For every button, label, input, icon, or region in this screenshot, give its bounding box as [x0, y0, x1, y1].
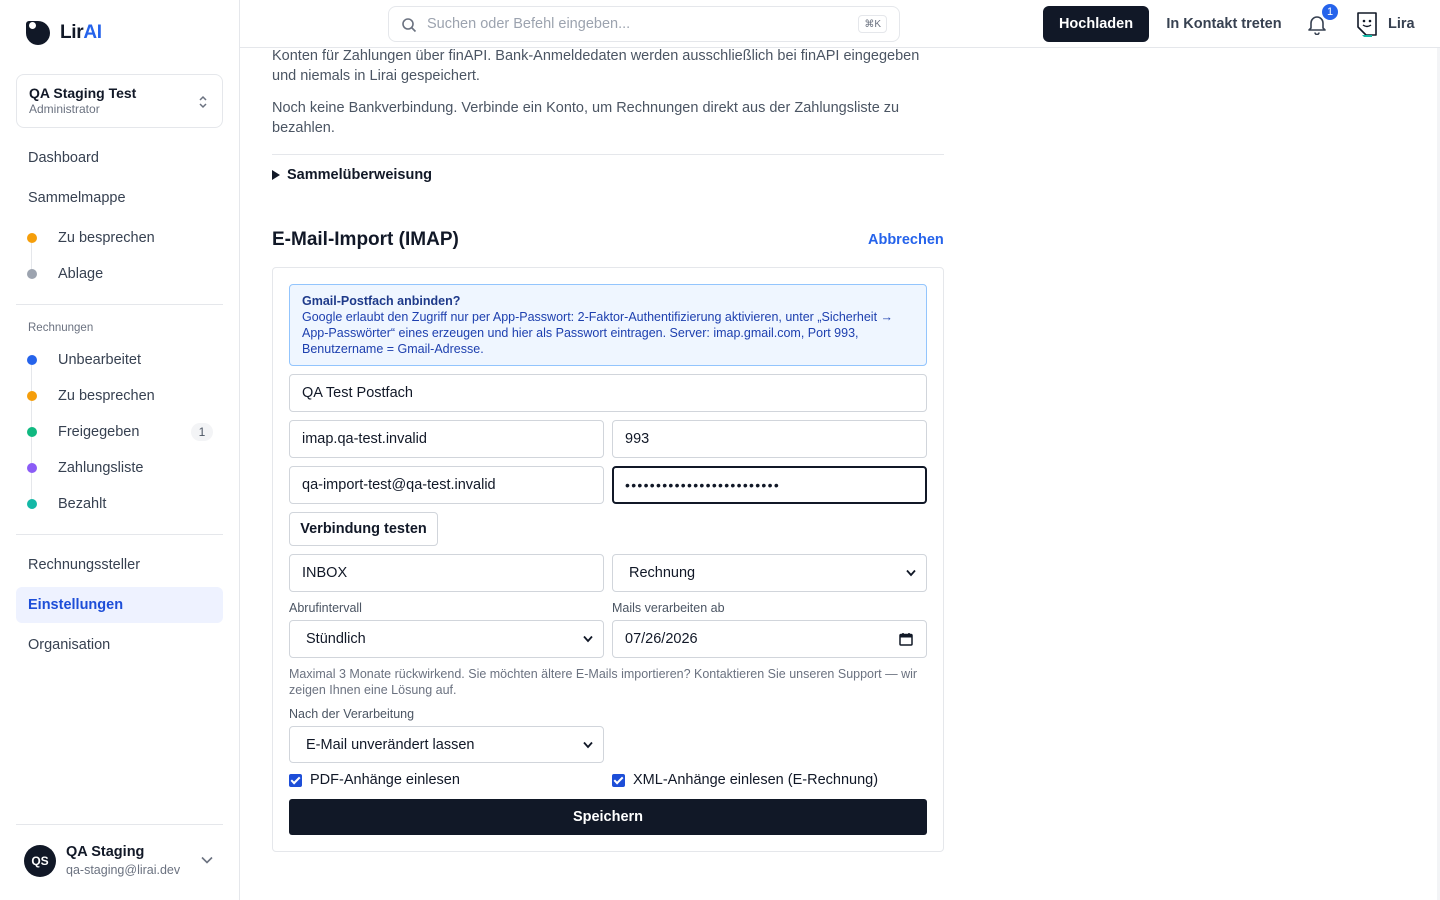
status-dot	[27, 463, 37, 473]
assistant-button[interactable]	[1354, 8, 1415, 40]
username-input[interactable]: qa-import-test@qa-test.invalid	[289, 466, 604, 504]
user-menu[interactable]	[16, 824, 223, 900]
logo-text: LirAI	[60, 22, 102, 43]
interval-label: Abrufintervall	[289, 601, 362, 615]
mailbox-name-input[interactable]: QA Test Postfach	[289, 374, 927, 412]
password-input[interactable]: •••••••••••••••••••••••••	[612, 466, 927, 504]
status-dot	[27, 355, 37, 365]
chevron-down-icon	[906, 569, 916, 577]
save-button[interactable]: Speichern	[289, 799, 927, 835]
process-from-date-input[interactable]: 07/26/2026	[612, 620, 927, 658]
organization-role: Administrator	[29, 102, 100, 116]
assistant-label: Lira	[1388, 16, 1415, 32]
interval-select[interactable]: Stündlich	[289, 620, 604, 658]
chevron-down-icon	[201, 856, 213, 864]
chevron-down-icon	[583, 741, 593, 749]
status-dot	[27, 391, 37, 401]
checkbox-checked-icon	[612, 774, 625, 787]
process-from-label: Mails verarbeiten ab	[612, 601, 725, 615]
bank-empty-text: Noch keine Bankverbindung. Verbinde ein Konto, um Rechnungen direkt aus der Zahlungsliste zu bezahlen.	[272, 100, 900, 136]
status-dot	[27, 233, 37, 243]
section-divider	[272, 154, 944, 155]
user-email: qa-staging@lirai.dev	[66, 863, 181, 877]
sidebar-item-organisation[interactable]: Organisation	[28, 637, 111, 653]
assistant-icon	[1354, 9, 1380, 39]
triangle-right-icon	[272, 170, 280, 180]
organization-name: QA Staging Test	[29, 85, 137, 101]
logo-icon	[26, 21, 50, 45]
status-dot	[27, 499, 37, 509]
count-badge: 1	[191, 423, 213, 441]
gmail-info-box	[289, 284, 927, 366]
section-label-rechnungen: Rechnungen	[28, 322, 94, 334]
sidebar-item-bezahlt[interactable]: Bezahlt	[16, 488, 223, 520]
sidebar-item-ablage[interactable]: Ablage	[16, 258, 223, 290]
bulk-transfer-toggle[interactable]: Sammelüberweisung	[272, 167, 432, 183]
status-dot	[27, 427, 37, 437]
document-type-select[interactable]: Rechnung	[612, 554, 927, 592]
organization-switcher[interactable]	[16, 74, 223, 128]
info-body: Google erlaubt den Zugriff nur per App-Passwort: 2-Faktor-Authentifizierung aktivieren, unter „Sicherheit → App-Passwörter“ eines erzeugen und hier als Passwort eintragen. Server: imap.gmail.com, Port 993, Benutzername = Gmail-Adresse.	[302, 310, 894, 356]
sidebar-divider	[16, 534, 223, 535]
top-bar	[240, 0, 1440, 48]
imap-section-title: E-Mail-Import (IMAP)	[272, 229, 459, 250]
status-dot	[27, 269, 37, 279]
server-input[interactable]: imap.qa-test.invalid	[289, 420, 604, 458]
notification-badge: 1	[1322, 4, 1338, 20]
user-name: QA Staging	[66, 844, 145, 860]
folder-input[interactable]: INBOX	[289, 554, 604, 592]
port-input[interactable]: 993	[612, 420, 927, 458]
app-logo[interactable]	[26, 21, 102, 45]
test-connection-button[interactable]: Verbindung testen	[289, 512, 438, 546]
after-processing-select[interactable]: E-Mail unverändert lassen	[289, 726, 604, 763]
cancel-button[interactable]: Abbrechen	[868, 232, 944, 248]
sidebar-item-unbearbeitet[interactable]: Unbearbeitet	[16, 344, 223, 376]
info-title: Gmail-Postfach anbinden?	[302, 294, 461, 308]
chevron-up-down-icon	[198, 94, 208, 110]
bank-intro-text: Konten für Zahlungen über finAPI. Bank-Anmeldedaten werden ausschließlich bei finAPI eingegeben und niemals in Lirai gespeichert.	[272, 48, 920, 84]
xml-attachments-checkbox[interactable]: XML-Anhänge einlesen (E-Rechnung)	[612, 772, 878, 788]
search-input[interactable]	[388, 6, 900, 42]
avatar: QS	[24, 845, 56, 877]
sidebar-item-freigegeben[interactable]: Freigegeben 1	[16, 416, 223, 448]
search-icon	[401, 17, 417, 33]
checkbox-checked-icon	[289, 774, 302, 787]
sidebar	[0, 0, 240, 900]
sidebar-item-sammel-zu-besprechen[interactable]: Zu besprechen	[16, 222, 223, 254]
after-processing-label: Nach der Verarbeitung	[289, 707, 415, 721]
sidebar-item-einstellungen[interactable]: Einstellungen	[16, 587, 223, 623]
search-placeholder: Suchen oder Befehl eingeben...	[427, 16, 631, 32]
sidebar-divider	[16, 304, 223, 305]
sidebar-item-zahlungsliste[interactable]: Zahlungsliste	[16, 452, 223, 484]
sidebar-item-zu-besprechen[interactable]: Zu besprechen	[16, 380, 223, 412]
sidebar-item-rechnungssteller[interactable]: Rechnungssteller	[28, 557, 141, 573]
shortcut-hint: ⌘K	[858, 15, 887, 33]
import-range-hint: Maximal 3 Monate rückwirkend. Sie möchten ältere E-Mails importieren? Kontaktieren Sie unseren Support — wir zeigen Ihnen eine Lösung auf.	[289, 667, 918, 697]
calendar-icon[interactable]	[899, 632, 913, 646]
contact-button[interactable]: In Kontakt treten	[1166, 16, 1282, 32]
upload-button[interactable]: Hochladen	[1043, 6, 1149, 42]
chevron-down-icon	[583, 635, 593, 643]
pdf-attachments-checkbox[interactable]: PDF-Anhänge einlesen	[289, 772, 460, 788]
sidebar-item-sammelmappe[interactable]: Sammelmappe	[28, 190, 126, 206]
sidebar-item-dashboard[interactable]: Dashboard	[28, 150, 99, 166]
